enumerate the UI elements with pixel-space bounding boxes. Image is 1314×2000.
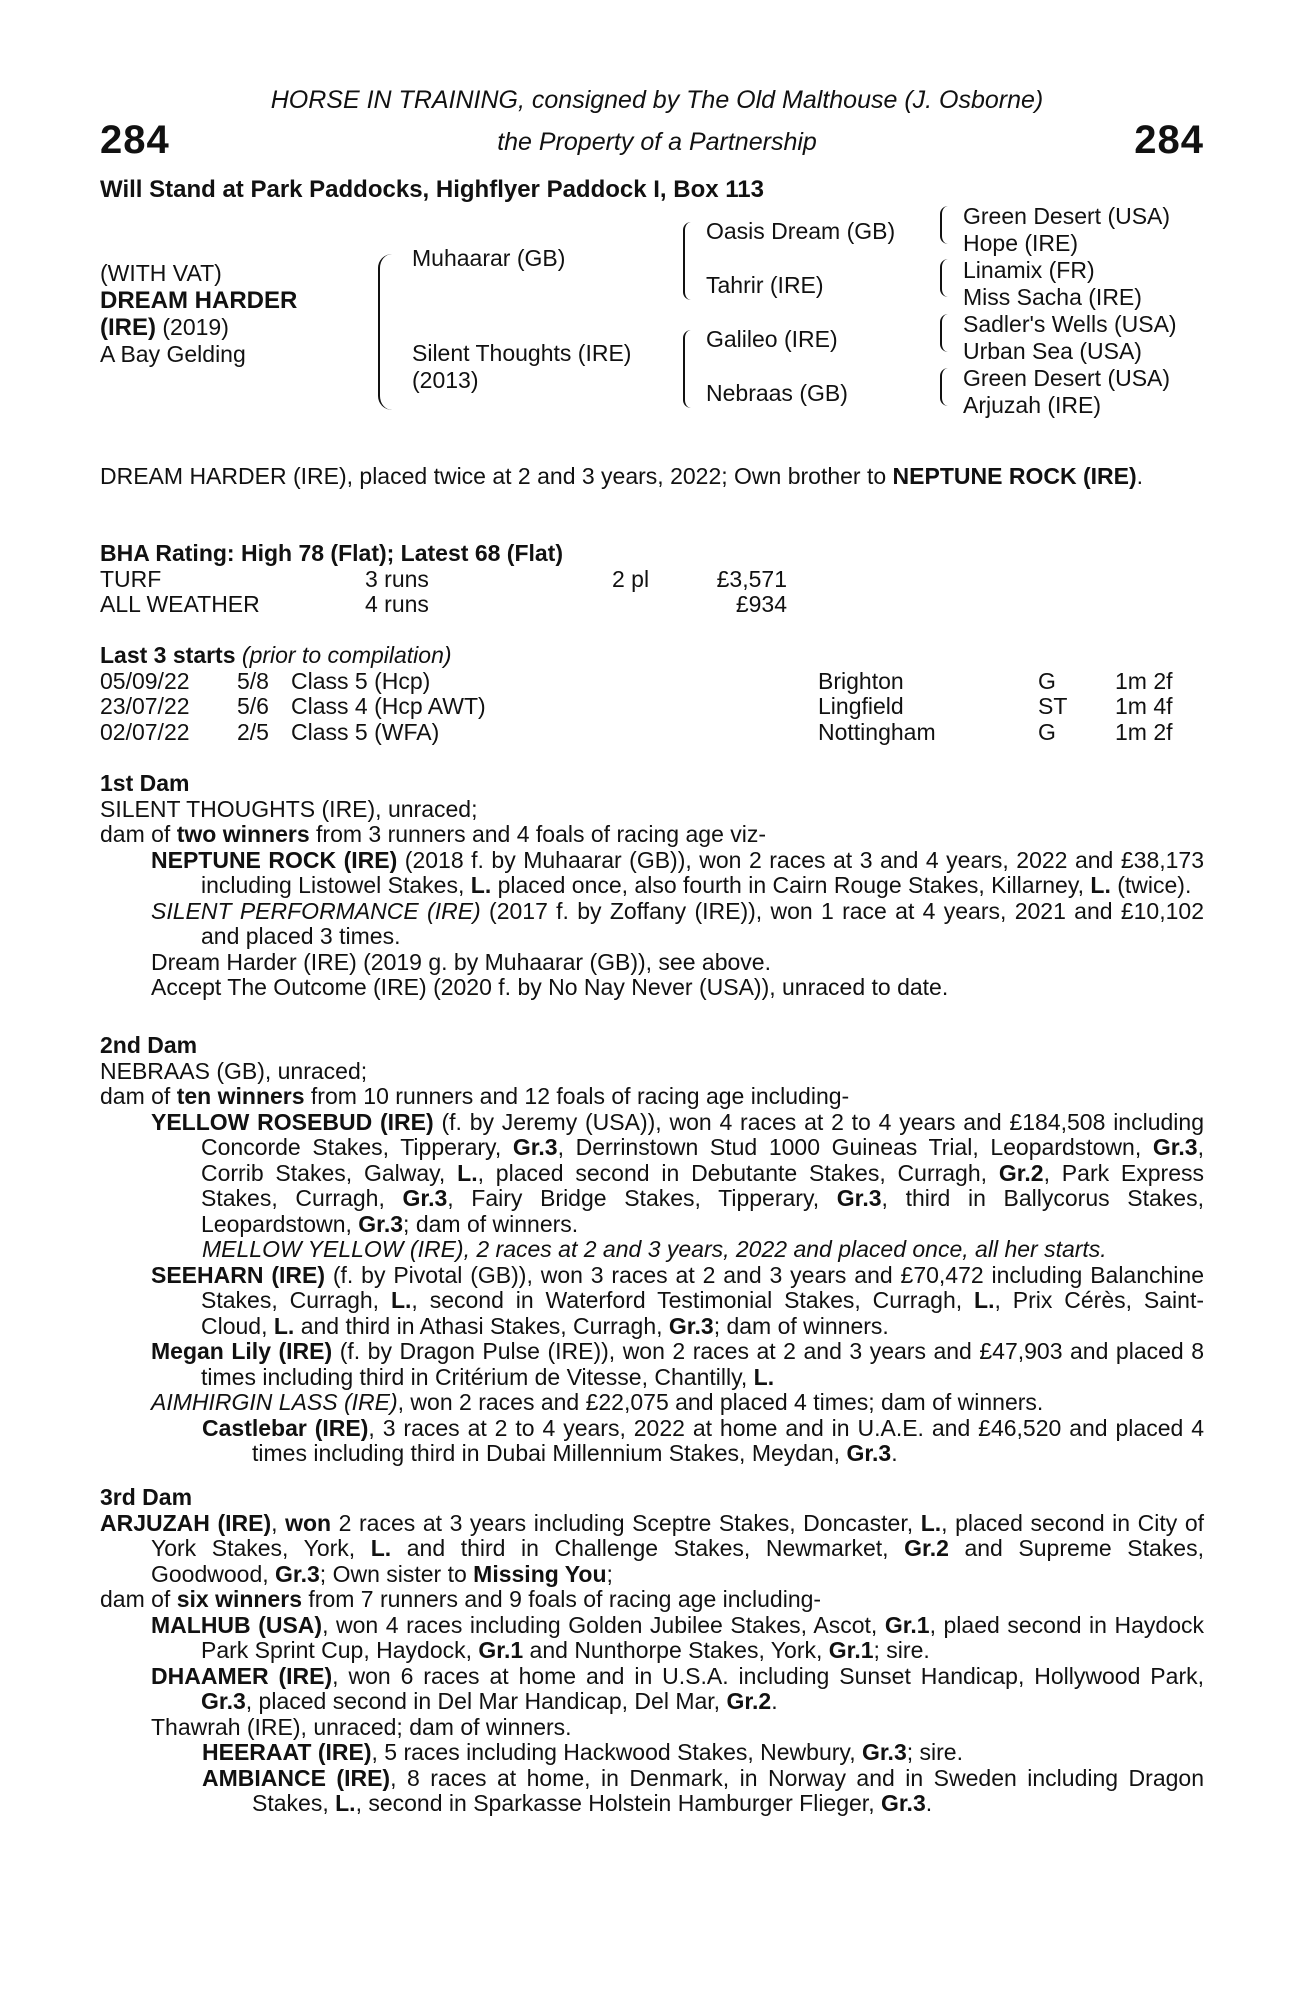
- produce-accept-the-outcome: Accept The Outcome (IRE) (2020 f. by No Nay Never (USA)), unraced to date.: [151, 974, 949, 1000]
- start-race: Class 5 (Hcp): [291, 667, 431, 694]
- second-dam-heading: 2nd Dam: [100, 1032, 198, 1058]
- grade: Gr.3: [861, 1739, 907, 1765]
- produce-name: ARJUZAH (IRE): [100, 1509, 272, 1536]
- gp-ssd: Hope (IRE): [963, 230, 1079, 256]
- gp-sds: Linamix (FR): [963, 257, 1095, 283]
- grade: Gr.3: [358, 1210, 404, 1237]
- lot-number-right: 284: [1134, 118, 1204, 162]
- text: dam of: [100, 1083, 177, 1109]
- consignment-line: HORSE IN TRAINING, consigned by The Old Malthouse (J. Osborne): [270, 86, 1044, 114]
- produce-name: Castlebar (IRE): [202, 1414, 369, 1441]
- grade: L.: [920, 1509, 942, 1536]
- text: ; sire.: [906, 1739, 963, 1765]
- runs: 4 runs: [365, 591, 429, 617]
- text: dam of: [100, 821, 177, 847]
- produce-name: YELLOW ROSEBUD (IRE): [151, 1108, 434, 1135]
- surface: ALL WEATHER: [100, 591, 260, 617]
- text: (twice).: [1110, 872, 1192, 898]
- grade: L.: [390, 1287, 412, 1313]
- horse-name-line2: [100, 314, 297, 341]
- start-position: 5/6: [237, 693, 269, 719]
- produce-name: HEERAAT (IRE): [202, 1739, 372, 1765]
- text: , won 2 races and £22,075 and placed 4 times; dam of winners.: [397, 1389, 1044, 1415]
- winners-count: six winners: [176, 1586, 302, 1612]
- brace-sire-dam: [378, 254, 392, 410]
- text: from 10 runners and 12 foals of racing age including-: [304, 1083, 850, 1109]
- grade: L.: [470, 872, 492, 898]
- intro-paragraph: [100, 464, 1204, 490]
- text: , 2 races at 2 and 3 years, 2022 and placed once, all her starts.: [463, 1236, 1107, 1262]
- intro-brother: NEPTUNE ROCK (IRE): [892, 463, 1137, 489]
- text: , Park Express Stakes, Curragh,: [201, 1159, 1204, 1211]
- sire: Muhaarar (GB): [412, 245, 566, 271]
- prize: £934: [735, 591, 787, 617]
- produce-name: Megan Lily (IRE): [151, 1338, 333, 1364]
- produce-yellow-rosebud: [100, 1110, 1204, 1238]
- grade: L.: [457, 1159, 478, 1186]
- produce-seeharn: [100, 1263, 1204, 1340]
- table-row: [100, 720, 1173, 746]
- dam-dam: Nebraas (GB): [706, 380, 848, 406]
- text: , Fairy Bridge Stakes, Tipperary,: [447, 1185, 837, 1211]
- stand-location: Will Stand at Park Paddocks, Highflyer Paddock I, Box 113: [100, 176, 764, 203]
- start-going: ST: [1038, 693, 1068, 719]
- grandproduce-ambiance: [100, 1766, 1204, 1817]
- text: ; dam of winners.: [403, 1210, 579, 1237]
- start-race: Class 5 (WFA): [291, 718, 440, 745]
- third-dam-heading: 3rd Dam: [100, 1484, 193, 1510]
- text: ; Own sister to: [319, 1560, 474, 1587]
- text: from 7 runners and 9 foals of racing age including-: [302, 1586, 822, 1612]
- start-date: 02/07/22: [100, 718, 190, 745]
- text: (f. by Dragon Pulse (IRE)), won 2 races at 2 and 3 years and £47,903 and placed 8 times including third in Critérium de Vitesse, Chantilly,: [201, 1338, 1205, 1390]
- start-distance: 1m 2f: [1115, 667, 1173, 694]
- brace-gp3: [940, 314, 949, 352]
- second-dam-section: [100, 1033, 1204, 1467]
- produce-name: SEEHARN (IRE): [151, 1261, 325, 1288]
- text: , placed second in Del Mar Handicap, Del Mar,: [245, 1688, 727, 1714]
- sister-name: Missing You: [473, 1560, 607, 1587]
- table-row: [100, 669, 1173, 695]
- text: (f. by Pivotal (GB)), won 3 races at 2 and 3 years and £70,472 including Balanchine Stakes, Curragh,: [201, 1261, 1205, 1313]
- last-starts-heading: [100, 643, 1204, 669]
- brace-gp4: [940, 368, 949, 406]
- grade: Gr.2: [904, 1535, 949, 1561]
- grade: Gr.3: [201, 1688, 246, 1714]
- produce-name: AIMHIRGIN LASS (IRE): [151, 1389, 398, 1415]
- text: ; dam of winners.: [713, 1312, 889, 1339]
- text: , 8 races at home, in Denmark, in Norway and in Sweden including Dragon Stakes,: [252, 1764, 1204, 1816]
- surface: TURF: [100, 565, 162, 592]
- text: , won 6 races at home and in U.S.A. including Sunset Handicap, Hollywood Park,: [332, 1662, 1204, 1689]
- text: (f. by Jeremy (USA)), won 4 races at 2 to 4 years and £184,508 including Concorde Stakes, Tipperary,: [201, 1108, 1204, 1160]
- brace-gp1: [940, 206, 949, 244]
- text: , Prix Cérès, Saint-Cloud,: [201, 1287, 1204, 1339]
- dam: Silent Thoughts (IRE): [412, 340, 632, 366]
- grade: L.: [753, 1363, 775, 1390]
- start-distance: 1m 4f: [1115, 693, 1173, 719]
- text: and third in Athasi Stakes, Curragh,: [294, 1312, 669, 1339]
- grade: Gr.2: [998, 1159, 1044, 1186]
- start-going: G: [1038, 667, 1056, 694]
- text: .: [771, 1688, 778, 1714]
- brace-gp2: [940, 259, 949, 297]
- produce-name: MELLOW YELLOW (IRE): [202, 1236, 464, 1262]
- text: 2 races at 3 years including Sceptre Stakes, Doncaster,: [331, 1509, 921, 1536]
- start-distance: 1m 2f: [1115, 718, 1173, 745]
- placed: 2 pl: [612, 565, 650, 592]
- rating-heading: BHA Rating: High 78 (Flat); Latest 68 (Flat): [100, 540, 563, 566]
- produce-name: AMBIANCE (IRE): [202, 1764, 391, 1791]
- vat-label: (WITH VAT): [100, 260, 222, 286]
- grade: Gr.3: [836, 1185, 882, 1211]
- produce-thawrah: Thawrah (IRE), unraced; dam of winners.: [151, 1713, 572, 1740]
- grade: Gr.3: [402, 1185, 448, 1211]
- third-dam-section: [100, 1485, 1204, 1817]
- last-starts-heading-italic: (prior to compilation): [235, 642, 452, 668]
- start-position: 2/5: [237, 718, 269, 745]
- text: ;: [606, 1560, 613, 1587]
- start-course: Brighton: [818, 667, 904, 694]
- prize: £3,571: [716, 565, 787, 592]
- text: dam of: [100, 1586, 177, 1612]
- text: and Supreme Stakes, Goodwood,: [151, 1535, 1204, 1587]
- third-dam-line2: [100, 1587, 1204, 1613]
- produce-dream-harder: Dream Harder (IRE) (2019 g. by Muhaarar (GB)), see above.: [151, 948, 771, 975]
- property-line: the Property of a Partnership: [497, 128, 817, 156]
- produce-name: MALHUB (USA): [151, 1611, 323, 1638]
- first-dam-line2: [100, 822, 1204, 848]
- last-starts-heading-bold: Last 3 starts: [100, 642, 236, 668]
- last-starts-table: [100, 669, 1173, 746]
- gp-dss: Sadler's Wells (USA): [963, 311, 1177, 337]
- text: , plaed second in Haydock Park Sprint Cup, Haydock,: [201, 1611, 1204, 1663]
- produce-neptune-rock: [100, 848, 1204, 899]
- grade: Gr.3: [1152, 1134, 1198, 1160]
- grade: Gr.3: [275, 1560, 320, 1587]
- produce-megan-lily: [100, 1339, 1204, 1390]
- brace-dam-parents: [683, 330, 693, 408]
- subject-block: [100, 260, 297, 368]
- text: , second in Sparkasse Holstein Hamburger Flieger,: [355, 1790, 881, 1816]
- won-label: won: [285, 1509, 332, 1536]
- text: .: [891, 1440, 898, 1466]
- text: , placed second in Debutante Stakes, Curragh,: [477, 1159, 999, 1186]
- text: and Nunthorpe Stakes, York,: [523, 1637, 829, 1663]
- start-going: G: [1038, 718, 1056, 745]
- grade: L.: [370, 1535, 392, 1561]
- start-course: Lingfield: [818, 693, 904, 719]
- first-dam-line1: SILENT THOUGHTS (IRE), unraced;: [100, 795, 478, 822]
- grade: Gr.3: [668, 1312, 714, 1339]
- start-date: 23/07/22: [100, 693, 190, 719]
- text: , placed second in City of York Stakes, York,: [151, 1509, 1205, 1561]
- grade: Gr.2: [726, 1688, 772, 1714]
- grade: Gr.3: [512, 1134, 558, 1160]
- text: ,: [271, 1509, 286, 1536]
- grade: Gr.1: [884, 1611, 930, 1638]
- grade: L.: [273, 1312, 295, 1339]
- grade: Gr.3: [880, 1790, 926, 1816]
- sire-sire: Oasis Dream (GB): [706, 218, 896, 244]
- text: and third in Challenge Stakes, Newmarket,: [391, 1535, 905, 1561]
- intro-text: DREAM HARDER (IRE), placed twice at 2 and 3 years, 2022; Own brother to: [100, 463, 893, 489]
- sire-dam: Tahrir (IRE): [706, 272, 824, 298]
- produce-silent-performance: [100, 899, 1204, 950]
- text: from 3 runners and 4 foals of racing age viz-: [309, 821, 767, 847]
- produce-aimhirgin-lass: [100, 1390, 1204, 1416]
- intro-end: .: [1136, 463, 1143, 489]
- table-row: [100, 694, 1173, 720]
- text: , Corrib Stakes, Galway,: [201, 1134, 1204, 1186]
- rating-table: [100, 567, 787, 618]
- start-date: 05/09/22: [100, 667, 190, 694]
- grade: L.: [335, 1790, 356, 1816]
- horse-description: A Bay Gelding: [100, 341, 246, 367]
- text: , Derrinstown Stud 1000 Guineas Trial, Leopardstown,: [557, 1134, 1153, 1160]
- winners-count: ten winners: [176, 1083, 305, 1109]
- placed: [612, 592, 697, 618]
- third-dam-arjuzah: [100, 1511, 1204, 1588]
- rating-section: [100, 541, 1204, 618]
- horse-origin: (IRE): [100, 314, 156, 341]
- table-row: [100, 592, 787, 618]
- second-dam-line2: [100, 1084, 1204, 1110]
- second-dam-line1: NEBRAAS (GB), unraced;: [100, 1057, 368, 1084]
- dam-sire: Galileo (IRE): [706, 326, 838, 352]
- text: .: [925, 1790, 933, 1816]
- last-starts-section: [100, 643, 1204, 745]
- table-row: [100, 567, 787, 593]
- text: , won 4 races including Golden Jubilee Stakes, Ascot,: [322, 1611, 885, 1638]
- text: , 3 races at 2 to 4 years, 2022 at home and in U.A.E. and £46,520 and placed 4 times including third in Dubai Millennium Stakes, Meydan,: [252, 1414, 1204, 1466]
- horse-name: DREAM HARDER: [100, 287, 298, 314]
- grandproduce-castlebar: [100, 1416, 1204, 1467]
- horse-year: (2019): [156, 314, 229, 340]
- gp-dds: Green Desert (USA): [963, 365, 1171, 391]
- first-dam-section: [100, 771, 1204, 1001]
- produce-name: NEPTUNE ROCK (IRE): [151, 846, 398, 873]
- start-position: 5/8: [237, 667, 269, 694]
- text: ; sire.: [873, 1637, 930, 1663]
- produce-name: SILENT PERFORMANCE (IRE): [151, 897, 481, 924]
- text: , second in Waterford Testimonial Stakes, Curragh,: [411, 1287, 975, 1313]
- runs: 3 runs: [365, 565, 429, 592]
- grandproduce-heeraat: [100, 1740, 1204, 1766]
- gp-sdd: Miss Sacha (IRE): [963, 284, 1142, 310]
- brace-sire-parents: [683, 222, 693, 300]
- text: placed once, also fourth in Cairn Rouge Stakes, Killarney,: [491, 872, 1091, 898]
- lot-number-left: 284: [100, 118, 170, 162]
- first-dam-heading: 1st Dam: [100, 770, 190, 796]
- gp-dsd: Urban Sea (USA): [963, 338, 1142, 364]
- text: (2018 f. by Muhaarar (GB)), won 2 races at 3 and 4 years, 2022 and £38,173 including Listowel Stakes,: [201, 846, 1204, 898]
- gp-sss: Green Desert (USA): [963, 203, 1171, 229]
- grade: Gr.1: [478, 1637, 524, 1663]
- text: , 5 races including Hackwood Stakes, Newbury,: [371, 1739, 862, 1765]
- grandproduce-mellow-yellow: [100, 1237, 1204, 1263]
- grade: Gr.3: [846, 1440, 892, 1466]
- grade: L.: [974, 1287, 995, 1313]
- start-course: Nottingham: [818, 718, 936, 745]
- gp-ddd: Arjuzah (IRE): [963, 392, 1102, 418]
- grade: Gr.1: [828, 1637, 874, 1663]
- produce-name: DHAAMER (IRE): [151, 1662, 333, 1689]
- text: , third in Ballycorus Stakes, Leopardstown,: [201, 1185, 1204, 1237]
- produce-malhub: [100, 1613, 1204, 1664]
- grade: L.: [1090, 872, 1111, 898]
- text: (2017 f. by Zoffany (IRE)), won 1 race at 4 years, 2021 and £10,102 and placed 3 times.: [201, 897, 1204, 949]
- produce-dhaamer: [100, 1664, 1204, 1715]
- dam-year: (2013): [412, 367, 479, 393]
- start-race: Class 4 (Hcp AWT): [291, 693, 486, 719]
- winners-count: two winners: [176, 821, 310, 847]
